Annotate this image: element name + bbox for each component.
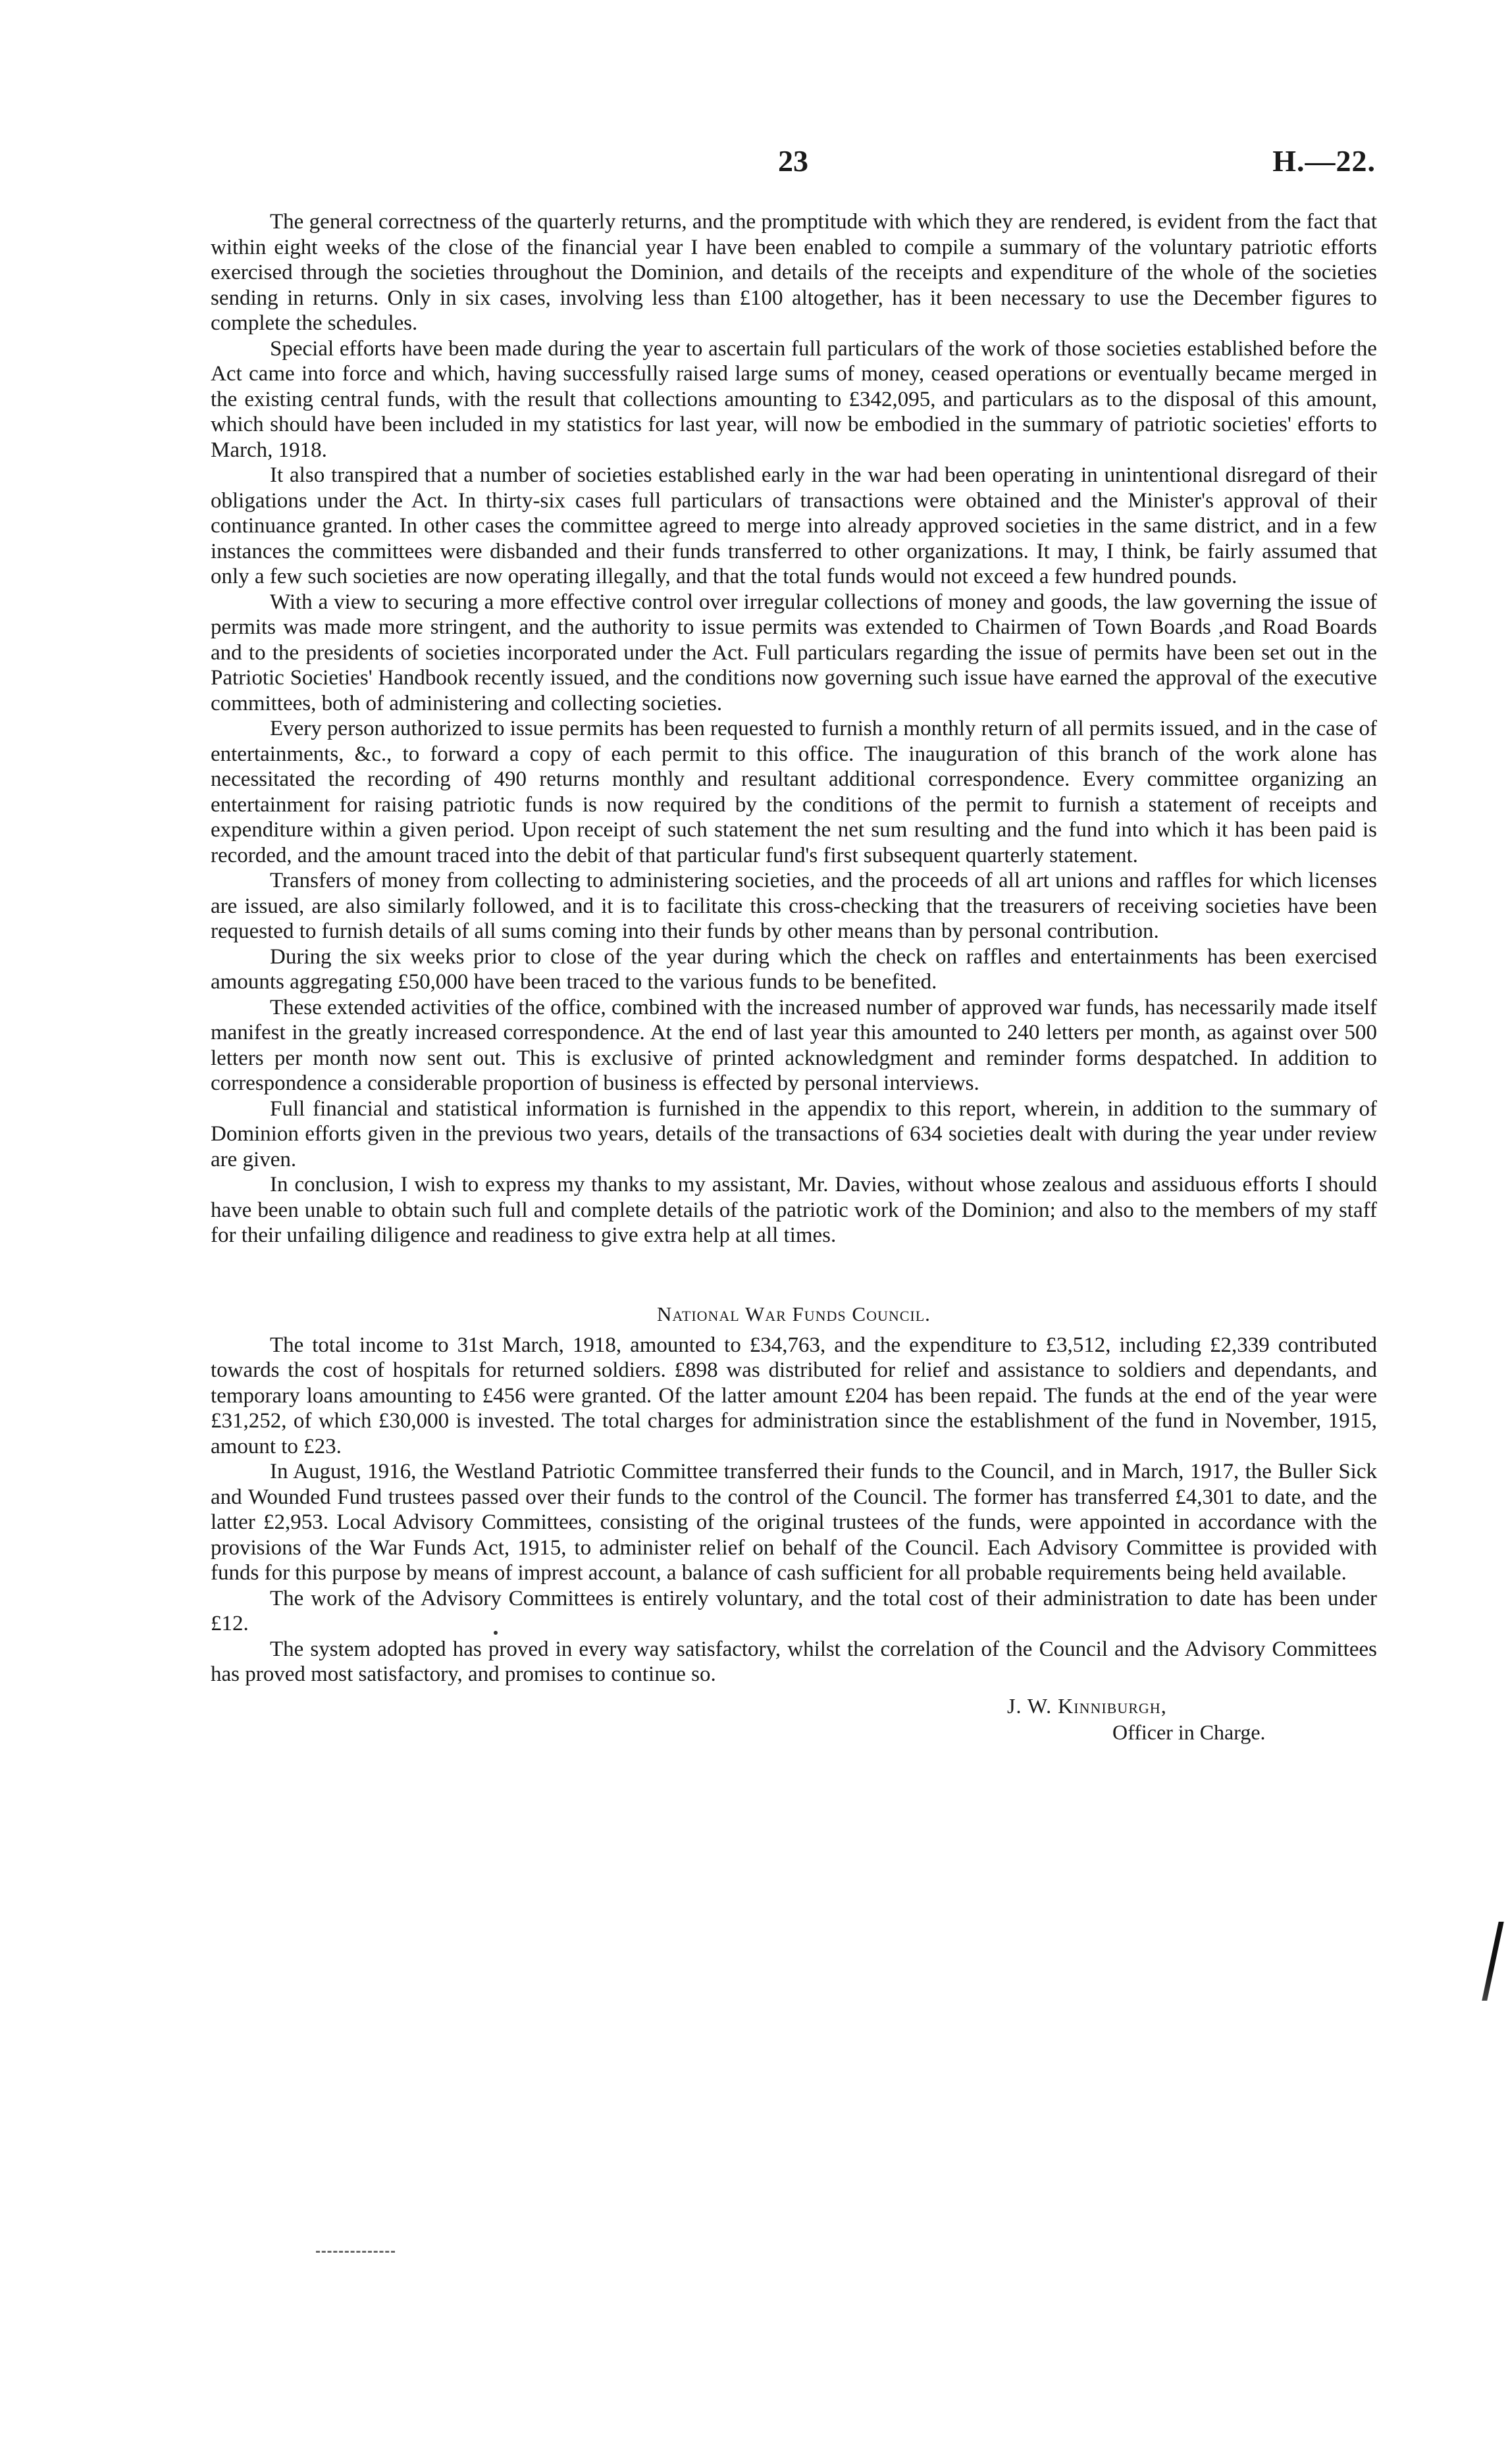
paragraph: It also transpired that a number of societies established early in the war had been operating in unintentional disregard of their obligations under the Act. In thirty-six cases full particulars of transactions were obtained and the Minister's approval of their continuance granted. In other cases the committee agreed to merge into already approved societies in the same district, and in a few instances the committees were disbanded and their funds transferred to other organizations. It may, I think, be fairly assumed that only a few such societies are now operating illegally, and that the total funds would not exceed a few hundred pounds. — [211, 463, 1377, 588]
section-dot-mark — [494, 1631, 498, 1635]
paragraph: These extended activities of the office, combined with the increased number of approved war funds, has necessarily made itself manifest in the greatly increased correspondence. At the end of last year this amounted to 240 letters per month, as against over 500 letters per month now sent out. This is exclusive of printed acknowledgment and reminder forms despatched. In addition to correspondence a considerable proportion of business is effected by personal interviews. — [211, 995, 1377, 1095]
paragraph: During the six weeks prior to close of the year during which the check on raffles and entertainments has been exercised amounts aggregating £50,000 have been traced to the various funds to be benefited. — [211, 944, 1377, 994]
signature-block — [211, 1693, 1377, 1745]
section-paragraph: The total income to 31st March, 1918, amounted to £34,763, and the expenditure to £3,512, including £2,339 contributed towards the cost of hospitals for returned soldiers. £898 was distributed for relief and assistance to soldiers and dependants, and temporary loans amounting to £456 were granted. Of the latter amount £204 has been repaid. The funds at the end of the year were £31,252, of which £30,000 is invested. The total charges for administration since the establishment of the fund in November, 1915, amount to £23. — [211, 1333, 1377, 1458]
paragraph: In conclusion, I wish to express my thanks to my assistant, Mr. Davies, without whose zealous and assiduous efforts I should have been unable to obtain such full and complete details of the patriotic work of the Dominion; and also to the members of my staff for their unfailing diligence and readiness to give extra help at all times. — [211, 1173, 1377, 1247]
section-paragraph: The work of the Advisory Committees is entirely voluntary, and the total cost of their administration to date has been under £12. — [211, 1586, 1377, 1635]
paragraph: Transfers of money from collecting to administering societies, and the proceeds of all art unions and raffles for which licenses are issued, are also similarly followed, and it is to facilitate this cross-checking that the treasurers of receiving societies have been requested to furnish details of all sums coming into their funds by other means than by personal contribution. — [211, 869, 1377, 943]
paragraph: The general correctness of the quarterly returns, and the promptitude with which they are rendered, is evident from the fact that within eight weeks of the close of the financial year I have been enabled to compile a summary of the voluntary patriotic efforts exercised through the societies throughout the Dominion, and details of the receipts and expenditure of the whole of the societies sending in returns. Only in six cases, involving less than £100 altogether, has it been necessary to use the December figures to complete the schedules. — [211, 210, 1377, 335]
section-paragraph: The system adopted has proved in every way satisfactory, whilst the correlation of the Council and the Advisory Committees has proved most satisfactory, and promises to continue so. — [211, 1637, 1377, 1686]
signatory-title: Officer in Charge. — [1112, 1720, 1266, 1744]
section-heading: National War Funds Council. — [657, 1302, 931, 1325]
paragraph: Special efforts have been made during the year to ascertain full particulars of the work of those societies established before the Act came into force and which, having successfully raised large sums of money, ceased operations or eventually became merged in the existing central funds, with the result that collections amounting to £342,095, and particulars as to the disposal of this amount, which should have been included in my statistics for last year, will now be embodied in the summary of patriotic societies' efforts to March, 1918. — [211, 336, 1377, 462]
document-code: H.—22. — [1272, 144, 1376, 178]
margin-scan-mark — [1482, 1922, 1504, 2001]
paragraph: With a view to securing a more effective control over irregular collections of money and goods, the law governing the issue of permits was made more stringent, and the authority to issue permits was extended to Chairmen of Town Boards ,and Road Boards and to the presidents of societies incorporated under the Act. Full particulars regarding the issue of permits have been set out in the Patriotic Societies' Handbook recently issued, and the conditions now governing such issue have earned the approval of the executive committees, both of administering and collecting societies. — [211, 590, 1377, 715]
paragraph: Every person authorized to issue permits has been requested to furnish a monthly return of all permits issued, and in the case of entertainments, &c., to forward a copy of each permit to this office. The inauguration of this branch of the work alone has necessitated the recording of 490 returns monthly and resultant additional correspondence. Every committee organizing an entertainment for raising patriotic funds is now required by the conditions of the permit to furnish a statement of receipts and expenditure within a given period. Upon receipt of such statement the net sum resulting and the fund into which it has been paid is recorded, and the amount traced into the debit of that particular fund's first subsequent quarterly statement. — [211, 717, 1377, 867]
page-header — [211, 143, 1376, 190]
report-body — [211, 209, 1377, 1745]
paragraph: Full financial and statistical information is furnished in the appendix to this report, wherein, in addition to the summary of Dominion efforts given in the previous two years, details of the transactions of 634 societies dealt with during the year under review are given. — [211, 1096, 1377, 1171]
page-number: 23 — [778, 144, 808, 178]
signatory-name: J. W. Kinniburgh, — [1007, 1693, 1167, 1718]
dashed-scan-mark — [316, 2251, 395, 2253]
section-paragraph: In August, 1916, the Westland Patriotic Committee transferred their funds to the Council, and in March, 1917, the Buller Sick and Wounded Fund trustees passed over their funds to the control of the Council. The former has transferred £4,301 to date, and the latter £2,953. Local Advisory Committees, consisting of the original trustees of the funds, were appointed in accordance with the provisions of the War Funds Act, 1915, to administer relief on behalf of the Council. Each Advisory Committee is provided with funds for this purpose by means of imprest account, a balance of cash sufficient for all probable requirements being held available. — [211, 1460, 1377, 1585]
